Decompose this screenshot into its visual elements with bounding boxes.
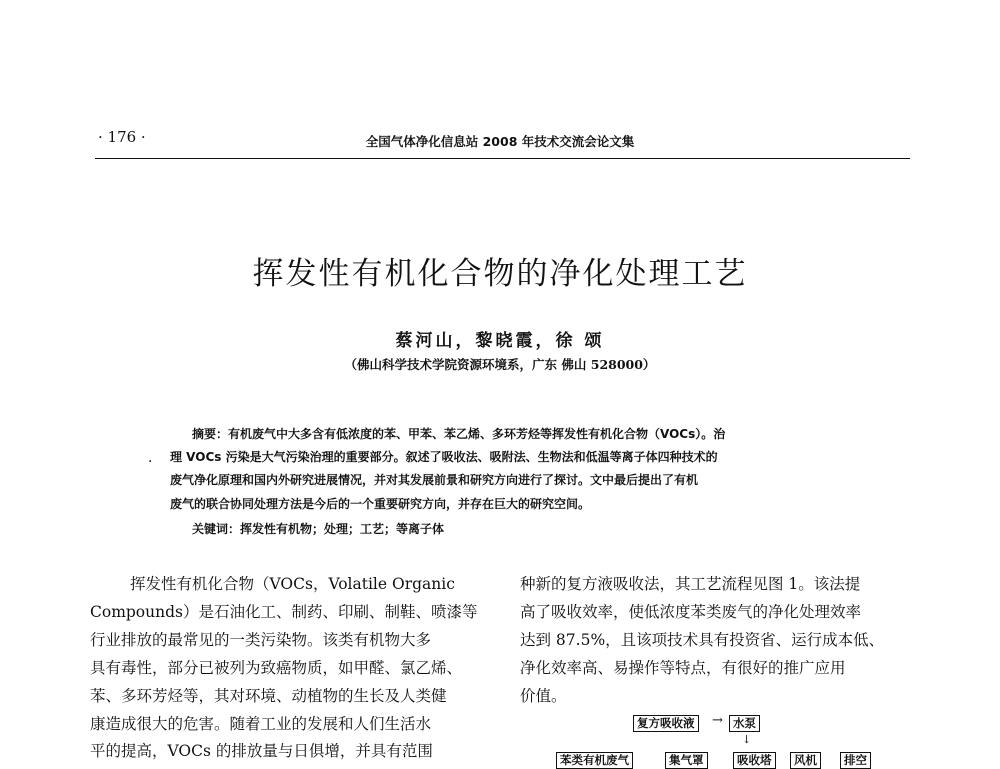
flow-box-absorbent: 复方吸收液 — [633, 715, 699, 732]
running-header: 全国气体净化信息站 2008 年技术交流会论文集 — [365, 134, 635, 149]
abstract-line: 废气的联合协同处理方法是今后的一个重要研究方向，并存在巨大的研究空间。 — [170, 497, 591, 511]
body-right-line: 达到 87.5%，且该项技术具有投资省、运行成本低、 — [520, 631, 885, 649]
body-left-line: 康造成很大的危害。随着工业的发展和人们生活水 — [90, 715, 432, 733]
flow-box-source: 苯类有机废气 — [556, 752, 633, 769]
body-left-line: 苯、多环芳烃等，其对环境、动植物的生长及人类健 — [90, 687, 447, 705]
affiliation: （佛山科学技术学院资源环境系，广东 佛山 528000） — [344, 357, 656, 372]
authors: 蔡河山，黎晓霞，徐 颂 — [395, 331, 605, 351]
abstract-line: 摘要：有机废气中大多含有低浓度的苯、甲苯、苯乙烯、多环芳烃等挥发性有机化合物（VOCs）。治 — [192, 427, 726, 441]
keywords: 关键词：挥发性有机物；处理；工艺；等离子体 — [192, 522, 445, 536]
body-left-line: 具有毒性，部分已被列为致癌物质，如甲醛、氯乙烯、 — [90, 659, 463, 677]
body-right-line: 高了吸收效率，使低浓度苯类废气的净化处理效率 — [520, 603, 862, 621]
body-left-line: 行业排放的最常见的一类污染物。该类有机物大多 — [90, 631, 432, 649]
flow-box-pump: 水泵 — [729, 715, 760, 732]
flow-box-hood: 集气罩 — [665, 752, 708, 769]
flow-box-vent: 排空 — [840, 752, 871, 769]
body-left-line: Compounds）是石油化工、制药、印刷、制鞋、喷漆等 — [90, 603, 478, 621]
body-left-line: 挥发性有机化合物（VOCs，Volatile Organic — [130, 575, 455, 593]
paper-title: 挥发性有机化合物的净化处理工艺 — [252, 256, 748, 292]
abstract-line: 理 VOCs 污染是大气污染治理的重要部分。叙述了吸收法、吸附法、生物法和低温等离子体四种技术的 — [170, 450, 718, 464]
stray-mark: . — [148, 450, 153, 466]
body-right-line: 种新的复方液吸收法，其工艺流程见图 1。该法提 — [520, 575, 861, 593]
flow-box-fan: 风机 — [790, 752, 821, 769]
body-right-line: 净化效率高、易操作等特点，有很好的推广应用 — [520, 659, 846, 677]
page-number: · 176 · — [98, 128, 146, 146]
body-right-line: 价值。 — [520, 687, 567, 705]
header-rule — [95, 158, 910, 159]
body-left-line: 平的提高，VOCs 的排放量与日俱增，并具有范围 — [90, 742, 433, 760]
flow-box-tower: 吸收塔 — [733, 752, 776, 769]
flow-arrow-down: ↓ — [742, 733, 752, 746]
flow-arrow-right: → — [712, 713, 723, 728]
abstract-line: 废气净化原理和国内外研究进展情况，并对其发展前景和研究方向进行了探讨。文中最后提出了有机 — [170, 473, 699, 487]
